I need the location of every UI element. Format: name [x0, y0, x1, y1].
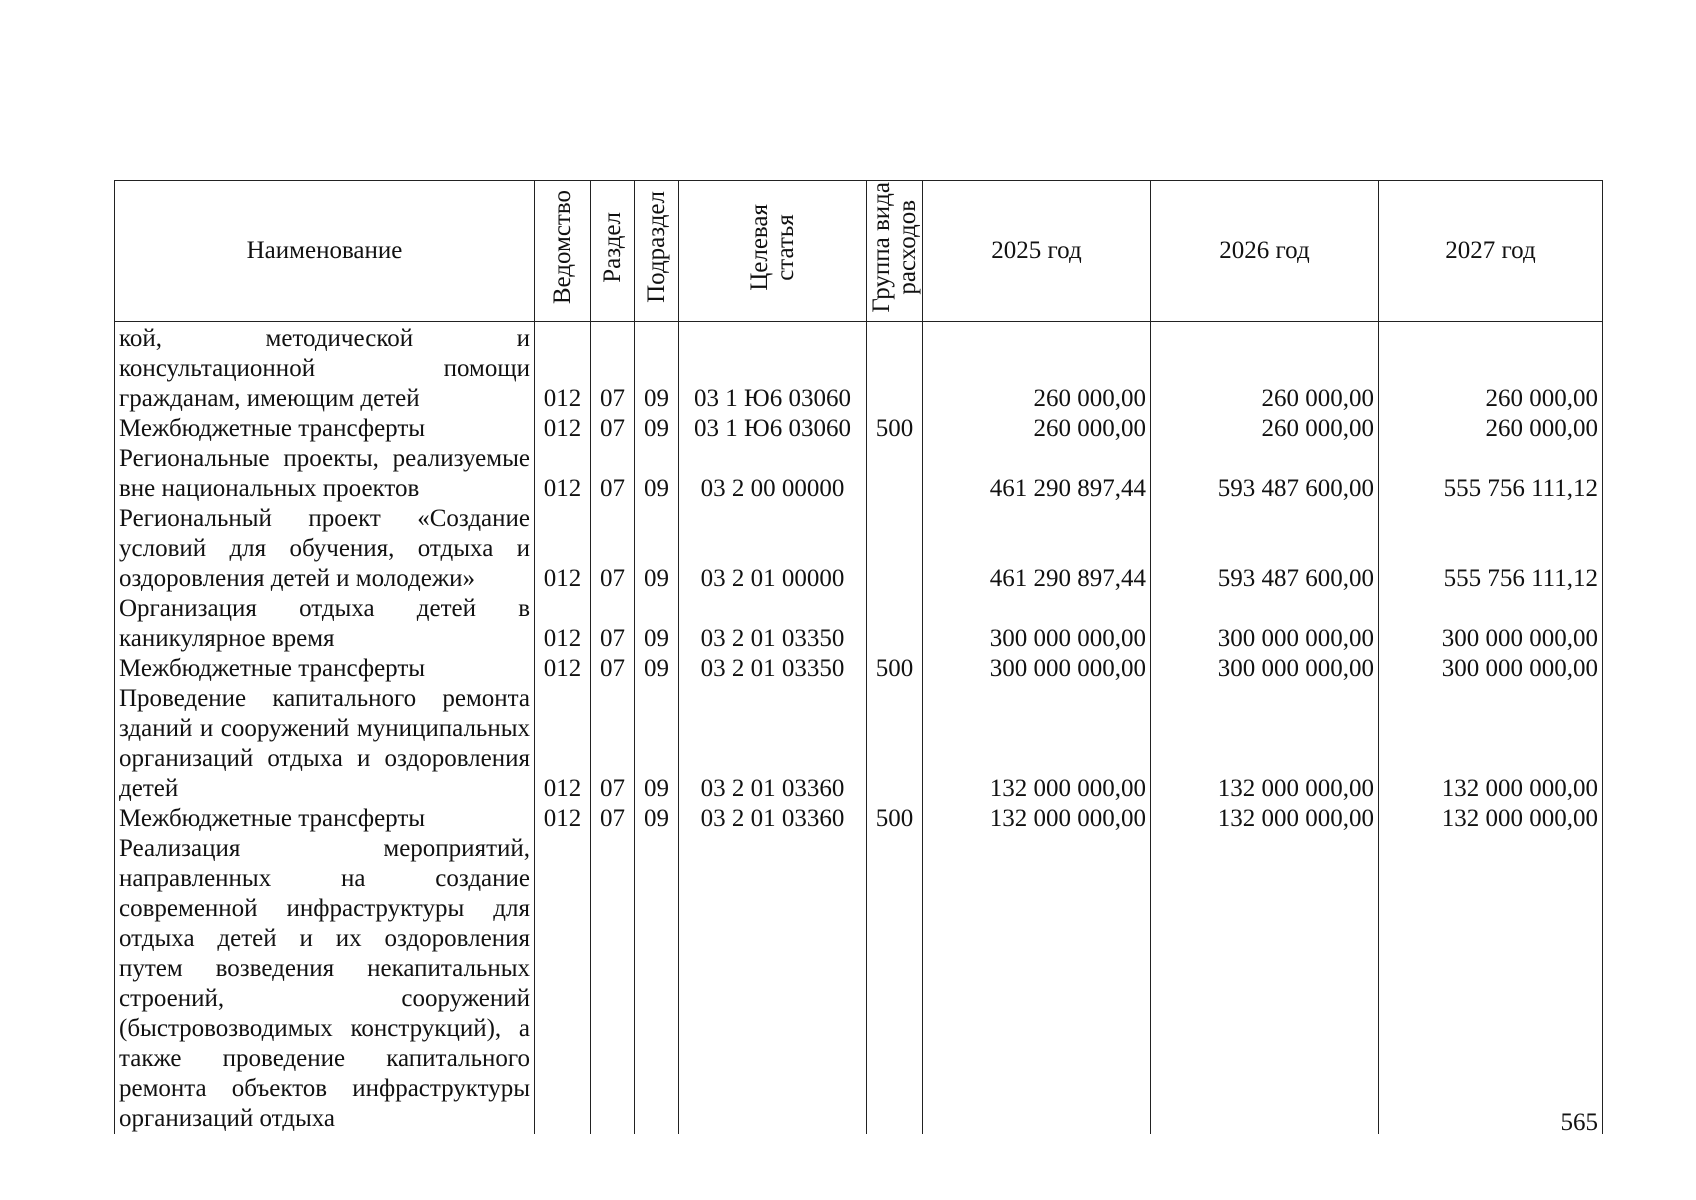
row-2025: 300 000 000,00	[923, 654, 1151, 684]
table-row	[115, 594, 1603, 654]
row-dept: 012	[535, 594, 591, 654]
row-group	[867, 684, 923, 804]
row-2026: 260 000,00	[1151, 414, 1379, 444]
row-2027: 260 000,00	[1379, 414, 1603, 444]
header-dept: Ведомство	[535, 181, 591, 322]
table-row	[115, 444, 1603, 504]
row-name: Межбюджетные трансферты	[115, 804, 535, 834]
row-2025: 260 000,00	[923, 324, 1151, 414]
row-2026: 132 000 000,00	[1151, 804, 1379, 834]
row-2025: 260 000,00	[923, 414, 1151, 444]
header-target: Целевая статья	[679, 181, 867, 322]
header-section: Раздел	[591, 181, 635, 322]
header-2025: 2025 год	[923, 181, 1151, 322]
row-name: Межбюджетные трансферты	[115, 654, 535, 684]
row-name: Реализация мероприятий, направленных на создание современной инфраструктуры для отдыха детей и их оздоровления путем возведения некапитальных строений, сооружений (быстровозводимых конструкций), а также проведение капитального ремонта объектов инфраструктуры организаций отдыха	[115, 834, 535, 1134]
row-2026: 593 487 600,00	[1151, 444, 1379, 504]
row-target: 03 1 Ю6 03060	[679, 414, 867, 444]
header-subsection: Подраздел	[635, 181, 679, 322]
row-target: 03 2 01 03350	[679, 654, 867, 684]
row-2027: 132 000 000,00	[1379, 804, 1603, 834]
row-section: 07	[591, 414, 635, 444]
row-section: 07	[591, 594, 635, 654]
row-subsection: 09	[635, 414, 679, 444]
row-target: 03 2 01 03350	[679, 594, 867, 654]
table-header-row	[115, 181, 1603, 322]
row-2027	[1379, 834, 1603, 1134]
row-group	[867, 444, 923, 504]
row-dept: 012	[535, 684, 591, 804]
row-2025: 461 290 897,44	[923, 504, 1151, 594]
row-target	[679, 834, 867, 1134]
row-2027: 260 000,00	[1379, 324, 1603, 414]
row-group	[867, 324, 923, 414]
table-row	[115, 654, 1603, 684]
row-section	[591, 834, 635, 1134]
row-subsection: 09	[635, 324, 679, 414]
row-section: 07	[591, 444, 635, 504]
table-row	[115, 414, 1603, 444]
row-name: Региональные проекты, реализуемые вне национальных проектов	[115, 444, 535, 504]
table-row	[115, 324, 1603, 414]
row-name: Региональный проект «Создание условий для обучения, отдыха и оздоровления детей и молодежи»	[115, 504, 535, 594]
row-name: кой, методической и консультационной помощи гражданам, имеющим детей	[115, 324, 535, 414]
row-section: 07	[591, 504, 635, 594]
row-group: 500	[867, 414, 923, 444]
row-subsection	[635, 834, 679, 1134]
row-subsection: 09	[635, 804, 679, 834]
row-2025: 461 290 897,44	[923, 444, 1151, 504]
row-target: 03 2 00 00000	[679, 444, 867, 504]
table-row	[115, 804, 1603, 834]
row-dept: 012	[535, 804, 591, 834]
row-subsection: 09	[635, 594, 679, 654]
row-2026: 300 000 000,00	[1151, 654, 1379, 684]
row-2027: 300 000 000,00	[1379, 654, 1603, 684]
row-dept: 012	[535, 654, 591, 684]
row-subsection: 09	[635, 504, 679, 594]
table-row	[115, 504, 1603, 594]
row-dept	[535, 834, 591, 1134]
row-2027: 132 000 000,00	[1379, 684, 1603, 804]
row-group	[867, 504, 923, 594]
row-section: 07	[591, 684, 635, 804]
row-2027: 555 756 111,12	[1379, 444, 1603, 504]
table-row	[115, 834, 1603, 1134]
row-2026: 300 000 000,00	[1151, 594, 1379, 654]
row-section: 07	[591, 804, 635, 834]
row-group	[867, 594, 923, 654]
row-target: 03 1 Ю6 03060	[679, 324, 867, 414]
row-2026: 260 000,00	[1151, 324, 1379, 414]
row-2026: 132 000 000,00	[1151, 684, 1379, 804]
row-section: 07	[591, 324, 635, 414]
row-subsection: 09	[635, 654, 679, 684]
row-2025: 300 000 000,00	[923, 594, 1151, 654]
header-expense-group: Группа вида расходов	[867, 181, 923, 322]
row-name: Проведение капитального ремонта зданий и сооружений муниципальных организаций отдыха и оздоровления детей	[115, 684, 535, 804]
row-2025: 132 000 000,00	[923, 684, 1151, 804]
row-2026	[1151, 834, 1379, 1134]
row-target: 03 2 01 00000	[679, 504, 867, 594]
header-2027: 2027 год	[1379, 181, 1603, 322]
row-target: 03 2 01 03360	[679, 684, 867, 804]
row-group	[867, 834, 923, 1134]
row-dept: 012	[535, 324, 591, 414]
row-name: Межбюджетные трансферты	[115, 414, 535, 444]
row-subsection: 09	[635, 444, 679, 504]
row-dept: 012	[535, 504, 591, 594]
header-2026: 2026 год	[1151, 181, 1379, 322]
row-2026: 593 487 600,00	[1151, 504, 1379, 594]
row-name: Организация отдыха детей в каникулярное время	[115, 594, 535, 654]
row-section: 07	[591, 654, 635, 684]
row-group: 500	[867, 804, 923, 834]
page-number: 565	[1560, 1109, 1598, 1136]
row-group: 500	[867, 654, 923, 684]
row-dept: 012	[535, 414, 591, 444]
row-2025	[923, 834, 1151, 1134]
row-dept: 012	[535, 444, 591, 504]
row-2027: 300 000 000,00	[1379, 594, 1603, 654]
row-2027: 555 756 111,12	[1379, 504, 1603, 594]
row-subsection: 09	[635, 684, 679, 804]
budget-table	[114, 180, 1603, 1134]
header-name: Наименование	[115, 181, 535, 322]
table-row	[115, 684, 1603, 804]
row-target: 03 2 01 03360	[679, 804, 867, 834]
row-2025: 132 000 000,00	[923, 804, 1151, 834]
